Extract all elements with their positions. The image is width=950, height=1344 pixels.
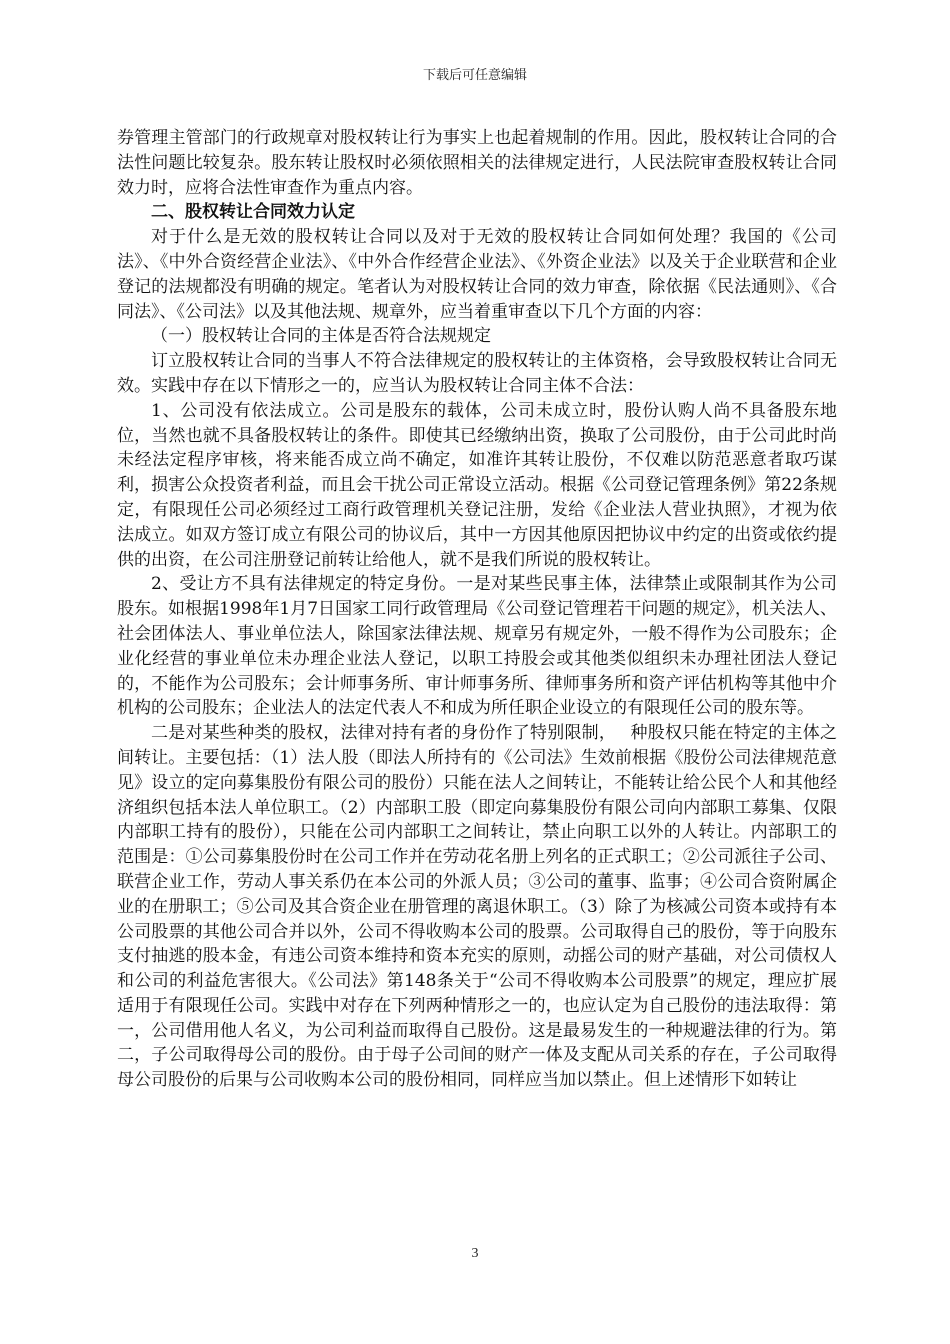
page-header: 下载后可任意编辑 xyxy=(422,68,527,83)
paragraph: 对于什么是无效的股权转让合同以及对于无效的股权转让合同如何处理？我国的《公司法》、《中外合资经营企业法》、《中外合作经营企业法》、《外资企业法》以及关于企业联营和企业登记的法规都没有明确的规定。笔者认为对股权转让合同的效力审查，除依据《民法通则》、《合同法》、《公司法》以及其他法规、规章外，应当着重审查以下几个方面的内容： xyxy=(117,227,837,322)
document-body xyxy=(117,126,837,1093)
paragraph-continued: 券管理主管部门的行政规章对股权转让行为事实上也起着规制的作用。因此，股权转让合同的合法性问题比较复杂。股东转让股权时必须依照相关的法律规定进行，人民法院审查股权转让合同效力时，应将合法性审查作为重点内容。 xyxy=(117,128,837,198)
subsection-heading: （一）股权转让合同的主体是否符合法规规定 xyxy=(151,326,491,347)
page-number: 3 xyxy=(471,1246,479,1261)
paragraph: 2、受让方不具有法律规定的特定身份。一是对某些民事主体，法律禁止或限制其作为公司股东。如根据1998年1月7日国家工同行政管理局《公司登记管理若干问题的规定》，机关法人、社会团体法人、事业单位法人，除国家法律法规、规章另有规定外，一般不得作为公司股东；企业化经营的事业单位未办理企业法人登记，以职工持股会或其他类似组织未办理社团法人登记的，不能作为公司股东；会计师事务所、审计师事务所、律师事务所和资产评估机构等其他中介机构的公司股东；企业法人的法定代表人不和成为所任职企业设立的有限现任公司的股东等。 xyxy=(117,574,837,719)
section-heading: 二、股权转让合同效力认定 xyxy=(151,202,355,223)
paragraph: 订立股权转让合同的当事人不符合法律规定的股权转让的主体资格，会导致股权转让合同无效。实践中存在以下情形之一的，应当认为股权转让合同主体不合法： xyxy=(117,351,837,396)
paragraph: 1、公司没有依法成立。公司是股东的载体，公司未成立时，股份认购人尚不具备股东地位，当然也就不具备股权转让的条件。即使其已经缴纳出资，换取了公司股份，由于公司此时尚未经法定程序审核，将来能否成立尚不确定，如准许其转让股份，不仅难以防范恶意者取巧谋利，损害公众投资者利益，而且会干扰公司正常设立活动。根据《公司登记管理条例》第22条规定，有限现任公司必须经过工商行政管理机关登记注册，发给《企业法人营业执照》，才视为依法成立。如双方签订成立有限公司的协议后，其中一方因其他原因把协议中约定的出资或依约提供的出资，在公司注册登记前转让给他人，就不是我们所说的股权转让。 xyxy=(117,400,837,570)
paragraph: 二是对某些种类的股权，法律对持有者的身份作了特别限制， 种股权只能在特定的主体之间转让。主要包括：（1）法人股（即法人所持有的《公司法》生效前根据《股份公司法律规范意见》设立的定向募集股份有限公司的股份）只能在法人之间转让，不能转让给公民个人和其他经济组织包括本法人单位职工。（2）内部职工股（即定向募集股份有限公司向内部职工募集、仅限内部职工持有的股份），只能在公司内部职工之间转让，禁止向职工以外的人转让。内部职工的范围是：①公司募集股份时在公司工作并在劳动花名册上列名的正式职工；②公司派往子公司、联营企业工作，劳动人事关系仍在本公司的外派人员；③公司的董事、监事；④公司合资附属企业的在册职工；⑤公司及其合资企业在册管理的离退休职工。（3）除了为核减公司资本或持有本公司股票的其他公司合并以外，公司不得收购本公司的股票。公司取得自己的股份，等于向股东支付抽逃的股本金，有违公司资本维持和资本充实的原则，动摇公司的财产基础，对公司债权人和公司的利益危害很大。《公司法》第148条关于“公司不得收购本公司股票”的规定，理应扩展适用于有限现任公司。实践中对存在下列两种情形之一的，也应认定为自己股份的违法取得：第一，公司借用他人名义，为公司利益而取得自己股份。这是最易发生的一种规避法律的行为。第二，子公司取得母公司的股份。由于母子公司间的财产一体及支配从司关系的存在，子公司取得母公司股份的后果与公司收购本公司的股份相同，同样应当加以禁止。但上述情形下如转让 xyxy=(117,723,837,1091)
